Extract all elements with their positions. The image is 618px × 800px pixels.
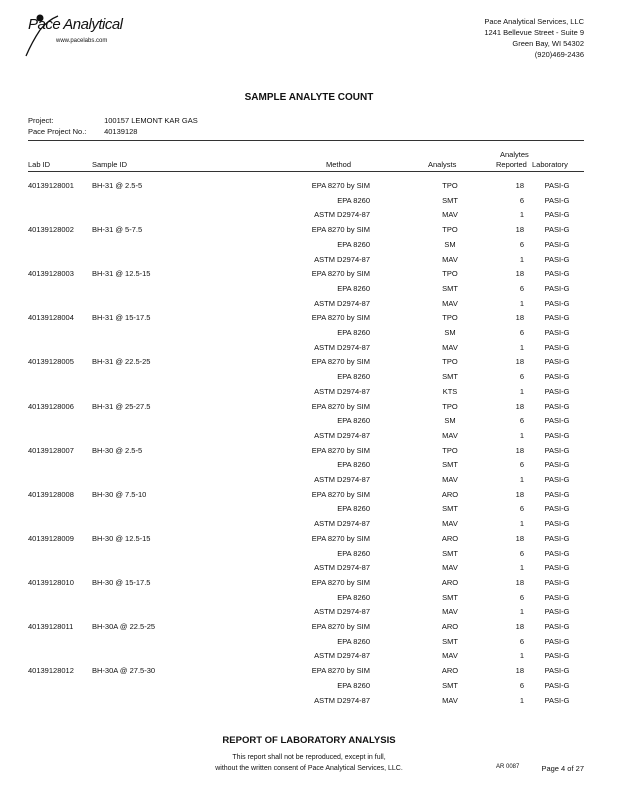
laboratory-cell: PASI-G bbox=[544, 210, 570, 220]
method-cell: EPA 8260 bbox=[337, 592, 370, 602]
header-sample-id: Sample ID bbox=[92, 160, 128, 169]
analytes-count-cell: 1 bbox=[519, 651, 524, 661]
method-cell: EPA 8260 bbox=[337, 680, 370, 690]
table-row bbox=[28, 473, 584, 487]
analytes-count-cell: 1 bbox=[519, 695, 524, 705]
analyst-cell: MAV bbox=[442, 519, 458, 529]
header-lab-id: Lab ID bbox=[28, 160, 51, 169]
analyst-cell: SMT bbox=[442, 504, 458, 514]
laboratory-cell: PASI-G bbox=[544, 313, 570, 323]
analyst-cell: SMT bbox=[442, 592, 458, 602]
method-cell: EPA 8270 by SIM bbox=[311, 181, 370, 190]
table-row bbox=[28, 179, 584, 193]
laboratory-cell: PASI-G bbox=[544, 181, 570, 190]
laboratory-cell: PASI-G bbox=[544, 386, 570, 396]
sample-id-cell: BH-30 @ 12.5-15 bbox=[92, 533, 151, 543]
method-cell: ASTM D2974-87 bbox=[314, 386, 370, 396]
analytes-count-cell: 18 bbox=[515, 577, 524, 587]
table-row bbox=[28, 429, 584, 443]
analyst-cell: MAV bbox=[442, 475, 458, 484]
table-row bbox=[28, 297, 584, 311]
method-cell: EPA 8260 bbox=[337, 195, 370, 205]
analytes-count-cell: 1 bbox=[519, 607, 524, 617]
lab-id-cell: 40139128005 bbox=[28, 357, 74, 367]
footer-line-1: This report shall not be reproduced, except in full, bbox=[232, 754, 386, 761]
sample-id-cell: BH-31 @ 15-17.5 bbox=[92, 313, 151, 323]
project-label: Project: bbox=[28, 116, 54, 125]
analyst-cell: TPO bbox=[442, 401, 458, 411]
address-line: (920)469-2436 bbox=[534, 50, 584, 59]
analyst-cell: MAV bbox=[442, 563, 458, 573]
method-cell: ASTM D2974-87 bbox=[314, 342, 370, 352]
lab-id-cell: 40139128012 bbox=[28, 666, 74, 676]
method-cell: EPA 8260 bbox=[337, 504, 370, 514]
laboratory-cell: PASI-G bbox=[544, 416, 570, 426]
analytes-count-cell: 1 bbox=[519, 210, 524, 220]
method-cell: EPA 8260 bbox=[337, 636, 370, 646]
laboratory-cell: PASI-G bbox=[544, 622, 570, 631]
method-cell: EPA 8270 by SIM bbox=[311, 225, 370, 235]
table-row bbox=[28, 517, 584, 531]
table-row bbox=[28, 355, 584, 369]
analytes-count-cell: 6 bbox=[519, 195, 524, 205]
laboratory-cell: PASI-G bbox=[544, 475, 570, 484]
laboratory-cell: PASI-G bbox=[544, 577, 570, 587]
table-row bbox=[28, 370, 584, 384]
method-cell: EPA 8270 by SIM bbox=[311, 269, 370, 279]
analyst-cell: TPO bbox=[442, 313, 458, 323]
analyst-cell: SMT bbox=[442, 680, 458, 690]
address-line: 1241 Bellevue Street - Suite 9 bbox=[484, 28, 584, 37]
table-row bbox=[28, 591, 584, 605]
method-cell: EPA 8270 by SIM bbox=[311, 401, 370, 411]
analytes-count-cell: 18 bbox=[515, 181, 524, 190]
analytes-count-cell: 6 bbox=[519, 416, 524, 426]
method-cell: EPA 8260 bbox=[337, 416, 370, 426]
analytes-count-cell: 18 bbox=[515, 445, 524, 455]
analytes-count-cell: 6 bbox=[519, 548, 524, 558]
sample-id-cell: BH-31 @ 12.5-15 bbox=[92, 269, 151, 279]
lab-id-cell: 40139128006 bbox=[28, 401, 74, 411]
laboratory-cell: PASI-G bbox=[544, 607, 570, 617]
laboratory-cell: PASI-G bbox=[544, 563, 570, 573]
laboratory-cell: PASI-G bbox=[544, 592, 570, 602]
table-row bbox=[28, 679, 584, 693]
header-analysts: Analysts bbox=[428, 160, 457, 169]
company-address bbox=[484, 16, 584, 60]
method-cell: ASTM D2974-87 bbox=[314, 210, 370, 220]
method-cell: EPA 8270 by SIM bbox=[311, 445, 370, 455]
laboratory-cell: PASI-G bbox=[544, 269, 570, 279]
laboratory-cell: PASI-G bbox=[544, 225, 570, 235]
analytes-count-cell: 18 bbox=[515, 533, 524, 543]
analyst-cell: ARO bbox=[441, 577, 459, 587]
sample-id-cell: BH-30 @ 2.5-5 bbox=[92, 445, 143, 455]
analytes-count-cell: 6 bbox=[519, 328, 524, 337]
analyst-cell: SM bbox=[444, 239, 456, 249]
project-line bbox=[28, 116, 198, 125]
table-row bbox=[28, 635, 584, 649]
analyst-cell: MAV bbox=[442, 210, 458, 220]
analyst-cell: MAV bbox=[442, 430, 458, 440]
company-website: www.pacelabs.com bbox=[56, 38, 108, 44]
analytes-count-cell: 18 bbox=[515, 269, 524, 279]
method-cell: EPA 8270 by SIM bbox=[311, 666, 370, 676]
table-row bbox=[28, 488, 584, 502]
analytes-count-cell: 1 bbox=[519, 254, 524, 264]
header-reported: Reported bbox=[496, 160, 527, 169]
analytes-count-cell: 6 bbox=[519, 680, 524, 690]
laboratory-cell: PASI-G bbox=[544, 460, 570, 470]
method-cell: ASTM D2974-87 bbox=[314, 607, 370, 617]
analyst-cell: MAV bbox=[442, 298, 458, 308]
laboratory-cell: PASI-G bbox=[544, 548, 570, 558]
laboratory-cell: PASI-G bbox=[544, 636, 570, 646]
table-row bbox=[28, 502, 584, 516]
laboratory-cell: PASI-G bbox=[544, 445, 570, 455]
analyst-cell: MAV bbox=[442, 651, 458, 661]
method-cell: EPA 8260 bbox=[337, 460, 370, 470]
analytes-count-cell: 1 bbox=[519, 298, 524, 308]
table-row bbox=[28, 267, 584, 281]
analyst-cell: ARO bbox=[441, 622, 459, 631]
sample-id-cell: BH-30 @ 15-17.5 bbox=[92, 577, 151, 587]
analyst-cell: KTS bbox=[442, 386, 458, 396]
company-logo-text: Pace Analytical bbox=[28, 16, 123, 33]
header-analytes: Analytes bbox=[500, 150, 529, 159]
table-row bbox=[28, 223, 584, 237]
table-row bbox=[28, 664, 584, 678]
method-cell: ASTM D2974-87 bbox=[314, 695, 370, 705]
analyst-cell: TPO bbox=[442, 269, 458, 279]
sample-id-cell: BH-30 @ 7.5-10 bbox=[92, 489, 147, 499]
table-row bbox=[28, 400, 584, 414]
analyst-cell: SMT bbox=[442, 460, 458, 470]
analytes-count-cell: 18 bbox=[515, 489, 524, 499]
method-cell: EPA 8270 by SIM bbox=[311, 622, 370, 631]
table-row bbox=[28, 694, 584, 708]
laboratory-cell: PASI-G bbox=[544, 680, 570, 690]
laboratory-cell: PASI-G bbox=[544, 239, 570, 249]
analyst-cell: SMT bbox=[442, 195, 458, 205]
table-row bbox=[28, 547, 584, 561]
laboratory-cell: PASI-G bbox=[544, 328, 570, 337]
laboratory-cell: PASI-G bbox=[544, 298, 570, 308]
method-cell: EPA 8260 bbox=[337, 283, 370, 293]
analytes-count-cell: 6 bbox=[519, 239, 524, 249]
analyst-cell: ARO bbox=[441, 666, 459, 676]
analytes-count-cell: 6 bbox=[519, 636, 524, 646]
analyst-cell: TPO bbox=[442, 445, 458, 455]
table-row bbox=[28, 282, 584, 296]
analyst-cell: TPO bbox=[442, 225, 458, 235]
lab-id-cell: 40139128004 bbox=[28, 313, 74, 323]
analyst-cell: SMT bbox=[442, 283, 458, 293]
analytes-count-cell: 18 bbox=[515, 313, 524, 323]
header-method: Method bbox=[326, 160, 352, 169]
lab-id-cell: 40139128010 bbox=[28, 577, 74, 587]
method-cell: ASTM D2974-87 bbox=[314, 254, 370, 264]
table-row bbox=[28, 561, 584, 575]
laboratory-cell: PASI-G bbox=[544, 504, 570, 514]
header-laboratory: Laboratory bbox=[532, 160, 568, 169]
sample-id-cell: BH-30A @ 22.5-25 bbox=[92, 622, 156, 631]
table-row bbox=[28, 458, 584, 472]
analyst-cell: SM bbox=[444, 416, 456, 426]
table-row bbox=[28, 605, 584, 619]
address-line: Pace Analytical Services, LLC bbox=[484, 17, 584, 26]
method-cell: EPA 8270 by SIM bbox=[311, 313, 370, 323]
laboratory-cell: PASI-G bbox=[544, 533, 570, 543]
analytes-count-cell: 1 bbox=[519, 475, 524, 484]
analytes-count-cell: 1 bbox=[519, 563, 524, 573]
laboratory-cell: PASI-G bbox=[544, 372, 570, 382]
method-cell: EPA 8270 by SIM bbox=[311, 533, 370, 543]
analyst-cell: MAV bbox=[442, 607, 458, 617]
method-cell: ASTM D2974-87 bbox=[314, 563, 370, 573]
table-header bbox=[28, 140, 584, 172]
sample-id-cell: BH-31 @ 5-7.5 bbox=[92, 225, 143, 235]
analytes-count-cell: 1 bbox=[519, 519, 524, 529]
method-cell: EPA 8260 bbox=[337, 239, 370, 249]
method-cell: EPA 8260 bbox=[337, 372, 370, 382]
sample-id-cell: BH-30A @ 27.5-30 bbox=[92, 666, 156, 676]
sample-id-cell: BH-31 @ 2.5-5 bbox=[92, 181, 143, 190]
analytes-count-cell: 18 bbox=[515, 225, 524, 235]
table-row bbox=[28, 576, 584, 590]
analytes-count-cell: 1 bbox=[519, 342, 524, 352]
method-cell: EPA 8270 by SIM bbox=[311, 577, 370, 587]
table-row bbox=[28, 444, 584, 458]
method-cell: ASTM D2974-87 bbox=[314, 298, 370, 308]
analyst-cell: SMT bbox=[442, 548, 458, 558]
analyst-cell: MAV bbox=[442, 254, 458, 264]
analyst-cell: TPO bbox=[442, 357, 458, 367]
ar-code: AR 0087 bbox=[496, 764, 520, 770]
sample-id-cell: BH-31 @ 22.5-25 bbox=[92, 357, 151, 367]
lab-id-cell: 40139128011 bbox=[28, 622, 74, 631]
lab-id-cell: 40139128007 bbox=[28, 445, 74, 455]
analyst-cell: SMT bbox=[442, 372, 458, 382]
analytes-count-cell: 18 bbox=[515, 357, 524, 367]
method-cell: EPA 8270 by SIM bbox=[311, 357, 370, 367]
lab-id-cell: 40139128003 bbox=[28, 269, 74, 279]
report-title: SAMPLE ANALYTE COUNT bbox=[244, 92, 374, 103]
project-value: 100157 LEMONT KAR GAS bbox=[104, 116, 198, 125]
laboratory-cell: PASI-G bbox=[544, 651, 570, 661]
page-number: Page 4 of 27 bbox=[541, 764, 584, 773]
analytes-count-cell: 1 bbox=[519, 386, 524, 396]
table-row bbox=[28, 194, 584, 208]
analytes-count-cell: 6 bbox=[519, 504, 524, 514]
analyst-cell: MAV bbox=[442, 342, 458, 352]
laboratory-cell: PASI-G bbox=[544, 342, 570, 352]
table-row bbox=[28, 238, 584, 252]
analyst-cell: TPO bbox=[442, 181, 458, 190]
analytes-count-cell: 18 bbox=[515, 401, 524, 411]
lab-id-cell: 40139128001 bbox=[28, 181, 74, 190]
footer-line-2: without the written consent of Pace Analytical Services, LLC. bbox=[215, 765, 403, 772]
analyst-cell: SMT bbox=[442, 636, 458, 646]
table-row bbox=[28, 311, 584, 325]
analytes-count-cell: 18 bbox=[515, 666, 524, 676]
analyst-cell: SM bbox=[444, 328, 456, 337]
table-row bbox=[28, 532, 584, 546]
table-row bbox=[28, 620, 584, 634]
laboratory-cell: PASI-G bbox=[544, 489, 570, 499]
address-line: Green Bay, WI 54302 bbox=[512, 39, 584, 48]
analytes-count-cell: 6 bbox=[519, 592, 524, 602]
table-row bbox=[28, 253, 584, 267]
laboratory-cell: PASI-G bbox=[544, 695, 570, 705]
footer-title: REPORT OF LABORATORY ANALYSIS bbox=[222, 735, 396, 746]
laboratory-cell: PASI-G bbox=[544, 283, 570, 293]
analytes-count-cell: 1 bbox=[519, 430, 524, 440]
analytes-count-cell: 18 bbox=[515, 622, 524, 631]
laboratory-cell: PASI-G bbox=[544, 666, 570, 676]
laboratory-cell: PASI-G bbox=[544, 519, 570, 529]
laboratory-cell: PASI-G bbox=[544, 195, 570, 205]
method-cell: EPA 8260 bbox=[337, 548, 370, 558]
table-row bbox=[28, 414, 584, 428]
method-cell: EPA 8270 by SIM bbox=[311, 489, 370, 499]
method-cell: ASTM D2974-87 bbox=[314, 475, 370, 484]
analytes-count-cell: 6 bbox=[519, 283, 524, 293]
pace-project-value: 40139128 bbox=[104, 127, 138, 136]
method-cell: EPA 8260 bbox=[337, 328, 370, 337]
method-cell: ASTM D2974-87 bbox=[314, 430, 370, 440]
sample-id-cell: BH-31 @ 25-27.5 bbox=[92, 401, 151, 411]
analyst-cell: ARO bbox=[441, 533, 459, 543]
lab-id-cell: 40139128009 bbox=[28, 533, 74, 543]
table-row bbox=[28, 326, 584, 340]
lab-id-cell: 40139128002 bbox=[28, 225, 74, 235]
laboratory-cell: PASI-G bbox=[544, 401, 570, 411]
table-row bbox=[28, 649, 584, 663]
laboratory-cell: PASI-G bbox=[544, 357, 570, 367]
method-cell: ASTM D2974-87 bbox=[314, 519, 370, 529]
analytes-count-cell: 6 bbox=[519, 460, 524, 470]
lab-id-cell: 40139128008 bbox=[28, 489, 74, 499]
table-row bbox=[28, 341, 584, 355]
table-row bbox=[28, 385, 584, 399]
table-row bbox=[28, 208, 584, 222]
analyst-cell: ARO bbox=[441, 489, 459, 499]
laboratory-cell: PASI-G bbox=[544, 430, 570, 440]
pace-project-label: Pace Project No.: bbox=[28, 127, 87, 136]
pace-project-line bbox=[28, 127, 137, 136]
method-cell: ASTM D2974-87 bbox=[314, 651, 370, 661]
analytes-count-cell: 6 bbox=[519, 372, 524, 382]
laboratory-cell: PASI-G bbox=[544, 254, 570, 264]
analyst-cell: MAV bbox=[442, 695, 458, 705]
